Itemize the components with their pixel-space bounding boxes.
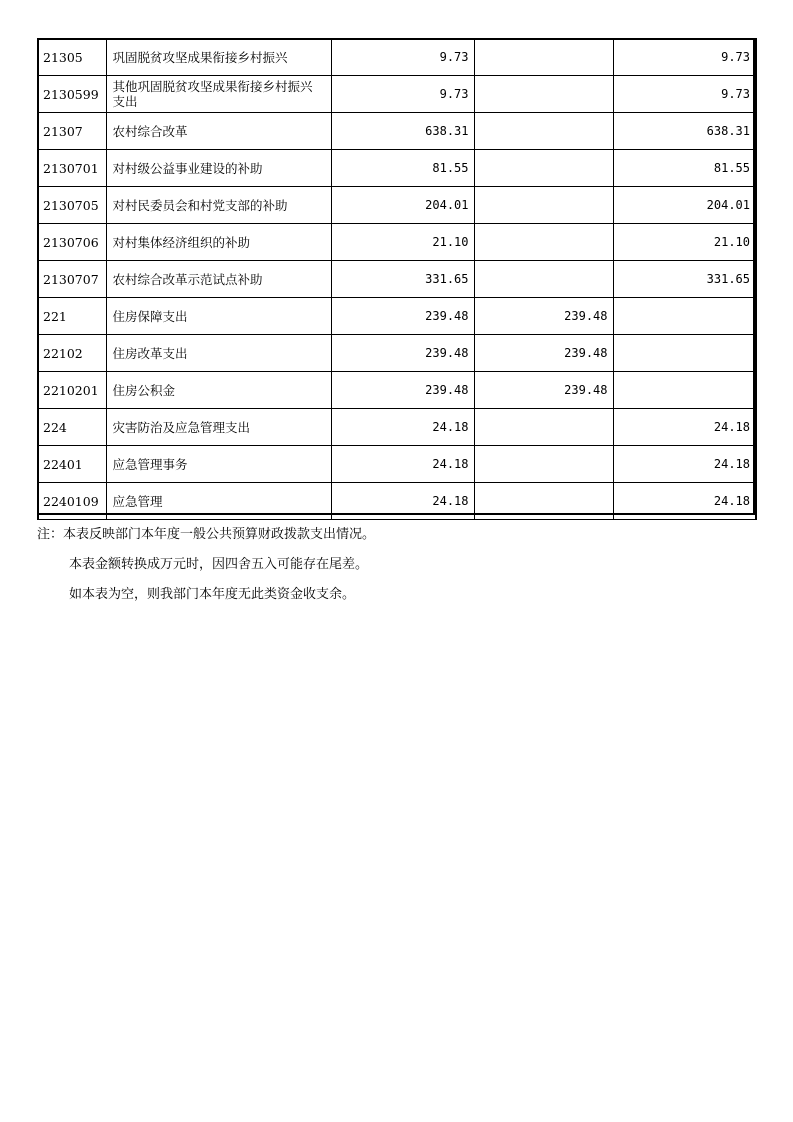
cell-code: 2130599 <box>38 76 106 113</box>
table-row <box>38 298 756 335</box>
cell-total: 331.65 <box>331 261 474 298</box>
cell-total: 81.55 <box>331 150 474 187</box>
cell-project: 331.65 <box>613 261 756 298</box>
cell-code: 2130707 <box>38 261 106 298</box>
cell-basic: 239.48 <box>474 372 613 409</box>
cell-code: 21305 <box>38 39 106 76</box>
note-line-2: 本表金额转换成万元时，因四舍五入可能存在尾差。 <box>69 557 369 572</box>
note-line-3: 如本表为空，则我部门本年度无此类资金收支余。 <box>69 587 356 602</box>
cell-basic: 239.48 <box>474 335 613 372</box>
cell-total: 204.01 <box>331 187 474 224</box>
table-row <box>38 150 756 187</box>
cell-project: 21.10 <box>613 224 756 261</box>
table-row <box>38 483 756 520</box>
cell-project: 9.73 <box>613 76 756 113</box>
table-row <box>38 261 756 298</box>
table-row <box>38 76 756 113</box>
cell-code: 2210201 <box>38 372 106 409</box>
cell-code: 21307 <box>38 113 106 150</box>
cell-project: 204.01 <box>613 187 756 224</box>
cell-total: 239.48 <box>331 298 474 335</box>
cell-total: 9.73 <box>331 39 474 76</box>
cell-code: 2130705 <box>38 187 106 224</box>
table-row <box>38 224 756 261</box>
cell-project: 9.73 <box>613 39 756 76</box>
cell-basic <box>474 76 613 113</box>
table-row <box>38 372 756 409</box>
cell-code: 224 <box>38 409 106 446</box>
cell-name: 住房公积金 <box>106 372 331 409</box>
cell-basic <box>474 446 613 483</box>
cell-project: 638.31 <box>613 113 756 150</box>
cell-code: 2240109 <box>38 483 106 520</box>
cell-total: 239.48 <box>331 335 474 372</box>
cell-basic: 239.48 <box>474 298 613 335</box>
cell-basic <box>474 113 613 150</box>
cell-total: 24.18 <box>331 409 474 446</box>
cell-code: 2130701 <box>38 150 106 187</box>
cell-total: 24.18 <box>331 483 474 520</box>
cell-code: 221 <box>38 298 106 335</box>
cell-basic <box>474 150 613 187</box>
notes <box>37 520 375 610</box>
cell-basic <box>474 224 613 261</box>
cell-project: 24.18 <box>613 483 756 520</box>
cell-basic <box>474 409 613 446</box>
cell-basic <box>474 261 613 298</box>
cell-project <box>613 372 756 409</box>
cell-total: 638.31 <box>331 113 474 150</box>
cell-name: 住房改革支出 <box>106 335 331 372</box>
cell-basic <box>474 187 613 224</box>
cell-code: 22102 <box>38 335 106 372</box>
cell-total: 239.48 <box>331 372 474 409</box>
cell-project: 24.18 <box>613 409 756 446</box>
table-row <box>38 409 756 446</box>
cell-project <box>613 335 756 372</box>
cell-name: 对村集体经济组织的补助 <box>106 224 331 261</box>
cell-name: 其他巩固脱贫攻坚成果衔接乡村振兴支出 <box>106 76 331 113</box>
cell-total: 24.18 <box>331 446 474 483</box>
cell-name: 对村级公益事业建设的补助 <box>106 150 331 187</box>
budget-table <box>37 38 757 520</box>
cell-code: 22401 <box>38 446 106 483</box>
cell-name: 农村综合改革 <box>106 113 331 150</box>
cell-code: 2130706 <box>38 224 106 261</box>
table-row <box>38 39 756 76</box>
cell-basic <box>474 39 613 76</box>
table-row <box>38 446 756 483</box>
cell-name: 灾害防治及应急管理支出 <box>106 409 331 446</box>
cell-name: 住房保障支出 <box>106 298 331 335</box>
cell-basic <box>474 483 613 520</box>
cell-project: 24.18 <box>613 446 756 483</box>
cell-name: 应急管理 <box>106 483 331 520</box>
cell-project <box>613 298 756 335</box>
note-line-1: 注：本表反映部门本年度一般公共预算财政拨款支出情况。 <box>37 527 376 542</box>
cell-name: 巩固脱贫攻坚成果衔接乡村振兴 <box>106 39 331 76</box>
cell-project: 81.55 <box>613 150 756 187</box>
cell-total: 21.10 <box>331 224 474 261</box>
table-row <box>38 187 756 224</box>
table-body <box>38 39 756 520</box>
cell-name: 农村综合改革示范试点补助 <box>106 261 331 298</box>
cell-name: 应急管理事务 <box>106 446 331 483</box>
cell-total: 9.73 <box>331 76 474 113</box>
cell-name: 对村民委员会和村党支部的补助 <box>106 187 331 224</box>
table-row <box>38 335 756 372</box>
table-row <box>38 113 756 150</box>
